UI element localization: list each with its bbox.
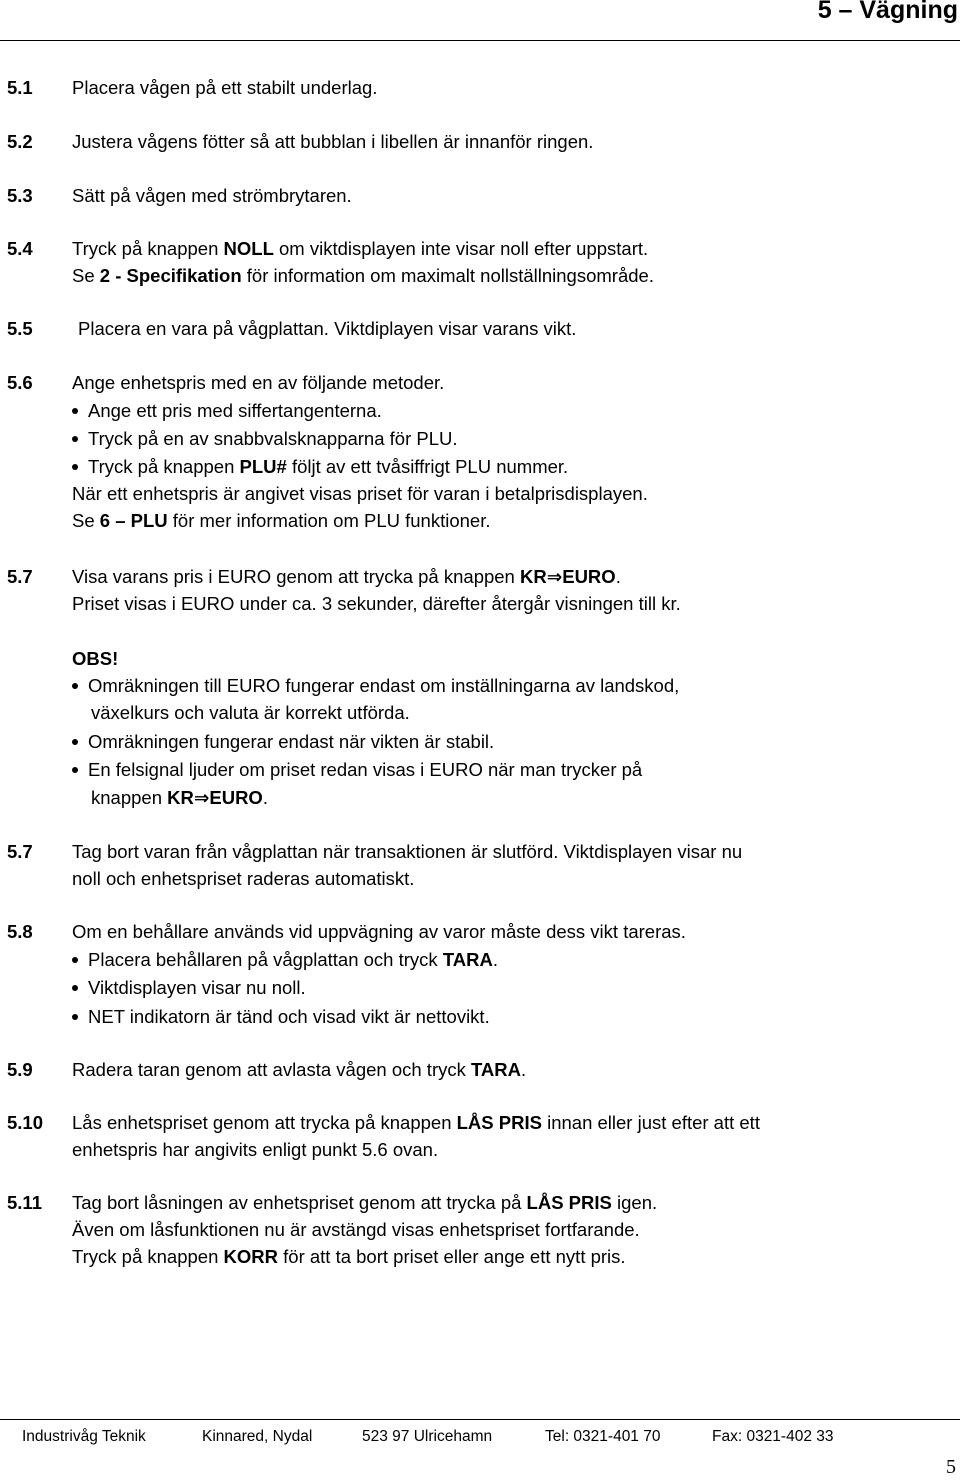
step-text: Tryck på knappen NOLL om viktdisplayen inte visar noll efter uppstart.: [72, 238, 649, 259]
step-number: 5.8: [7, 921, 33, 942]
footer-phone: Tel: 0321-401 70: [545, 1428, 661, 1445]
step-text: Sätt på vågen med strömbrytaren.: [72, 185, 352, 206]
step-number: 5.10: [7, 1112, 44, 1133]
step-number: 5.2: [7, 131, 33, 152]
step-text: Se 6 – PLU för mer information om PLU funktioner.: [72, 510, 491, 531]
footer-city: 523 97 Ulricehamn: [362, 1428, 493, 1445]
step-number: 5.9: [7, 1059, 33, 1080]
bullet-dot-icon: [72, 464, 78, 470]
bullet-item: NET indikatorn är tänd och visad vikt är nettovikt.: [72, 1004, 490, 1030]
step-text: Ange enhetspris med en av följande metoder.: [72, 372, 445, 393]
bullet-item: Omräkningen fungerar endast när vikten är stabil.: [72, 729, 494, 755]
bullet-dot-icon: [72, 957, 78, 963]
double-arrow-icon: ⇒: [193, 787, 210, 808]
step-text: Placera vågen på ett stabilt underlag.: [72, 77, 378, 98]
bullet-dot-icon: [72, 767, 78, 773]
step-text: Tag bort låsningen av enhetspriset genom att trycka på LÅS PRIS igen.: [72, 1192, 658, 1213]
step-text: Visa varans pris i EURO genom att trycka på knappen KR⇒EURO.: [72, 566, 621, 587]
bullet-item: Ange ett pris med siffertangenterna.: [72, 398, 382, 424]
bullet-dot-icon: [72, 739, 78, 745]
step-text: Radera taran genom att avlasta vågen och tryck TARA.: [72, 1059, 527, 1080]
bullet-item: Omräkningen till EURO fungerar endast om inställningarna av landskod,: [72, 673, 679, 699]
step-text: Även om låsfunktionen nu är avstängd visas enhetspriset fortfarande.: [72, 1219, 640, 1240]
bullet-dot-icon: [72, 1014, 78, 1020]
step-number: 5.7: [7, 841, 33, 862]
page-header-title: 5 – Vägning: [817, 0, 958, 24]
double-arrow-icon: ⇒: [546, 566, 563, 587]
step-text: Tag bort varan från vågplattan när transaktionen är slutförd. Viktdisplayen visar nu: [72, 841, 743, 862]
bullet-item: Placera behållaren på vågplattan och tryck TARA.: [72, 947, 498, 973]
step-text: Placera en vara på vågplattan. Viktdiplayen visar varans vikt.: [78, 318, 577, 339]
bullet-item: Viktdisplayen visar nu noll.: [72, 975, 306, 1001]
step-text: Priset visas i EURO under ca. 3 sekunder, därefter återgår visningen till kr.: [72, 593, 681, 614]
bullet-item: Tryck på knappen PLU# följt av ett tvåsiffrigt PLU nummer.: [72, 454, 568, 480]
footer-company: Industrivåg Teknik: [22, 1428, 146, 1445]
page-number: 5: [946, 1456, 956, 1478]
step-text: Om en behållare används vid uppvägning av varor måste dess vikt tareras.: [72, 921, 686, 942]
bullet-continuation: knappen KR⇒EURO.: [91, 787, 268, 808]
step-text: När ett enhetspris är angivet visas priset för varan i betalprisdisplayen.: [72, 483, 648, 504]
step-text: enhetspris har angivits enligt punkt 5.6 ovan.: [72, 1139, 439, 1160]
header-rule: [0, 40, 960, 41]
step-number: 5.7: [7, 566, 33, 587]
step-number: 5.11: [7, 1192, 42, 1213]
bullet-continuation: växelkurs och valuta är korrekt utförda.: [91, 702, 410, 723]
step-number: 5.5: [7, 318, 33, 339]
step-number: 5.3: [7, 185, 33, 206]
footer-rule: [0, 1419, 960, 1420]
bullet-item: Tryck på en av snabbvalsknapparna för PLU.: [72, 426, 458, 452]
bullet-dot-icon: [72, 408, 78, 414]
step-text: Justera vågens fötter så att bubblan i libellen är innanför ringen.: [72, 131, 594, 152]
step-number: 5.4: [7, 238, 33, 259]
bullet-dot-icon: [72, 436, 78, 442]
step-text: noll och enhetspriset raderas automatiskt.: [72, 868, 415, 889]
bullet-dot-icon: [72, 985, 78, 991]
step-number: 5.1: [7, 77, 33, 98]
step-text: Lås enhetspriset genom att trycka på knappen LÅS PRIS innan eller just efter att ett: [72, 1112, 760, 1133]
footer-address: Kinnared, Nydal: [202, 1428, 313, 1445]
bullet-dot-icon: [72, 683, 78, 689]
bullet-item: En felsignal ljuder om priset redan visas i EURO när man trycker på: [72, 757, 642, 783]
obs-heading: OBS!: [72, 648, 119, 669]
step-text: Se 2 - Specifikation för information om maximalt nollställningsområde.: [72, 265, 654, 286]
footer-fax: Fax: 0321-402 33: [712, 1428, 834, 1445]
step-number: 5.6: [7, 372, 33, 393]
step-text: Tryck på knappen KORR för att ta bort priset eller ange ett nytt pris.: [72, 1246, 626, 1267]
